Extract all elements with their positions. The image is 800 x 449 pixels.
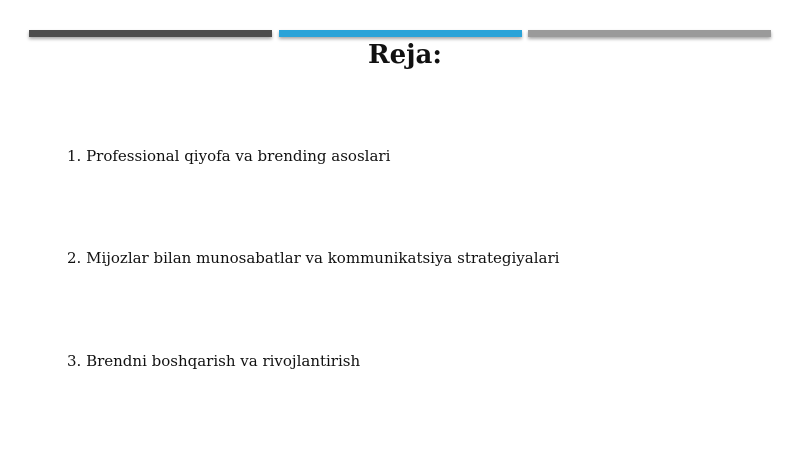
agenda-item-3: 3. Brendni boshqarish va rivojlantirish xyxy=(67,352,361,370)
header-bar-dark xyxy=(29,30,272,37)
header-bar-gray xyxy=(528,30,771,37)
slide-title: Reja: xyxy=(367,40,442,70)
header-bar-blue xyxy=(279,30,522,37)
agenda-item-2: 2. Mijozlar bilan munosabatlar va kommunikatsiya strategiyalari xyxy=(67,249,560,267)
agenda-item-1: 1. Professional qiyofa va brending asoslari xyxy=(67,147,391,165)
